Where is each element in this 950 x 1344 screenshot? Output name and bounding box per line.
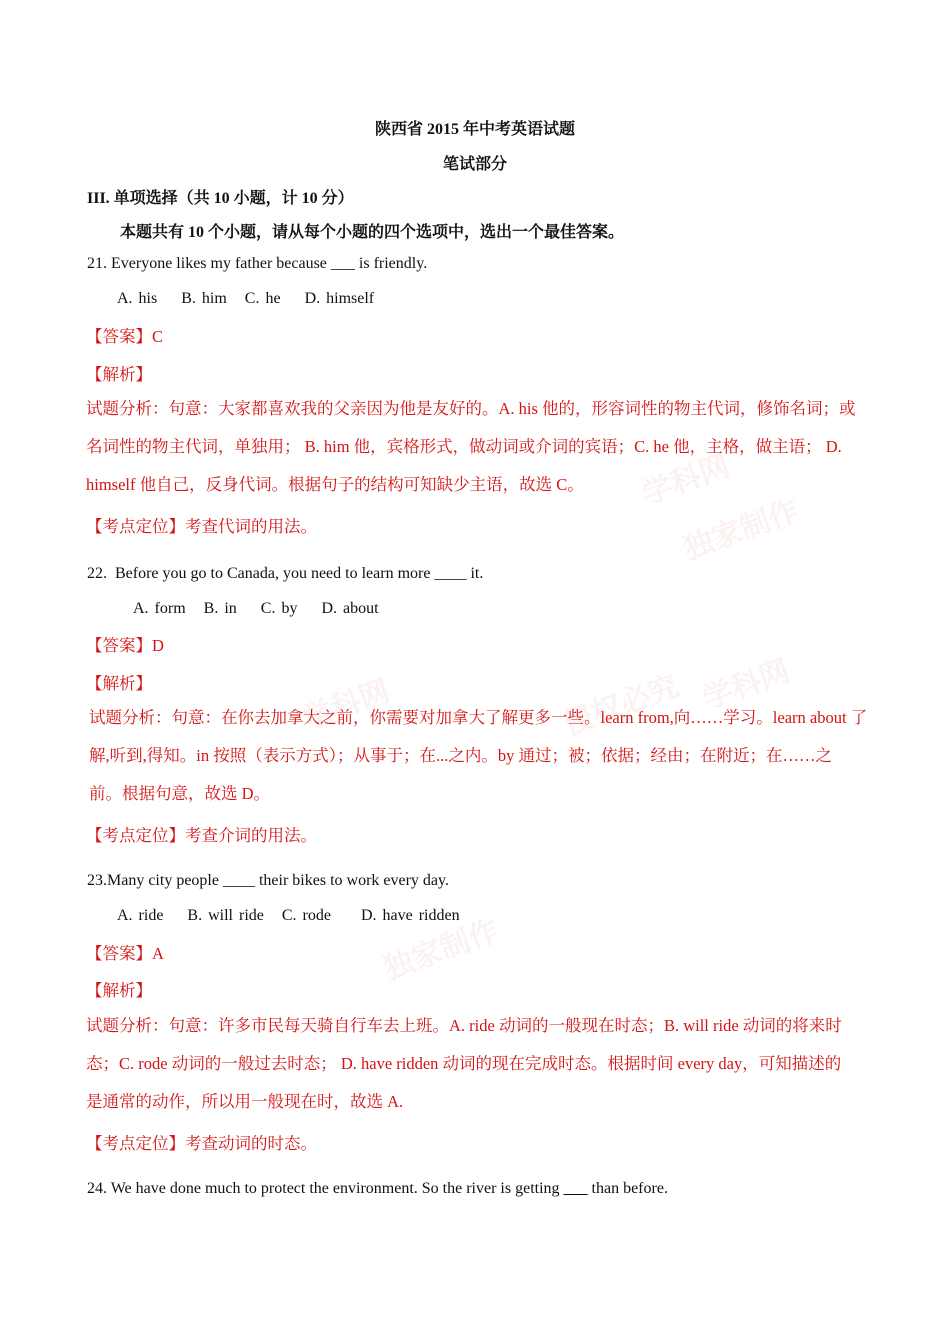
question-22-stem: 22. Before you go to Canada, you need to learn more ____ it. [87, 565, 484, 582]
question-24-stem [87, 1180, 668, 1198]
question-23-analysis [86, 1007, 864, 1121]
analysis-line: himself 他自己，反身代词。根据句子的结构可知缺少主语，故选 C。 [86, 475, 584, 494]
question-21-stem: 21. Everyone likes my father because ___ is friendly. [87, 255, 428, 272]
analysis-line: 解,听到,得知。in 按照（表示方式）；从事于；在...之内。by 通过；被；依据；经由；在附近；在……之 [89, 746, 832, 765]
answer-value: D [152, 636, 164, 655]
question-22-point [86, 822, 317, 846]
answer-value: A [152, 944, 164, 963]
watermark: 学科网 [297, 673, 395, 738]
point-label: 【考点定位】 [86, 826, 185, 845]
watermark: 学科网 [697, 653, 795, 718]
question-22-analysis-label: 【解析】 [86, 674, 152, 693]
page-title: 陕西省 2015 年中考英语试题 [374, 121, 575, 138]
analysis-line: 试题分析：句意：大家都喜欢我的父亲因为他是友好的。A. his 他的，形容词性的物主代词，修饰名词；或 [86, 399, 856, 418]
analysis-line: 是通常的动作，所以用一般现在时，故选 A. [86, 1092, 404, 1111]
watermark: 学科网 [637, 448, 735, 513]
analysis-line: 前。根据句意，故选 D。 [89, 784, 271, 803]
question-23-analysis-label: 【解析】 [86, 981, 152, 1000]
section-instruction: 本题共有 10 个小题，请从每个小题的四个选项中，选出一个最佳答案。 [120, 224, 625, 241]
question-23-point [86, 1130, 317, 1154]
question-22-analysis [89, 699, 867, 813]
point-label: 【考点定位】 [86, 1134, 185, 1153]
question-22-options: A. form B. in C. by D. about [133, 600, 379, 617]
watermark: 侵权必究 [558, 668, 684, 743]
answer-label: 【答案】 [86, 944, 152, 963]
stem-text: 24. We have done much to protect the environment. So the river is getting [87, 1180, 564, 1197]
point-label: 【考点定位】 [86, 517, 185, 536]
watermark: 独家制作 [378, 913, 504, 988]
analysis-line: 试题分析：句意：在你去加拿大之前，你需要对加拿大了解更多一些。learn from,向……学习。learn about 了 [89, 708, 868, 727]
analysis-line: 态；C. rode 动词的一般过去时态； D. have ridden 动词的现在完成时态。根据时间 every day，可知描述的 [86, 1054, 842, 1073]
section-heading: III. 单项选择（共 10 小题，计 10 分） [87, 190, 354, 207]
analysis-line: 名词性的物主代词，单独用； B. him 他，宾格形式，做动词或介词的宾语；C. he 他，主格，做主语； D. [86, 437, 842, 456]
question-21-options: A. his B. him C. he D. himself [117, 290, 375, 307]
question-23-stem: 23.Many city people ____ their bikes to work every day. [87, 872, 449, 889]
question-21-point [86, 513, 317, 537]
watermark: 独家制作 [678, 493, 804, 568]
point-value: 考查代词的用法。 [185, 517, 317, 536]
question-21-analysis-label: 【解析】 [86, 365, 152, 384]
question-22-answer [86, 632, 164, 656]
answer-label: 【答案】 [86, 327, 152, 346]
page-subtitle: 笔试部分 [442, 156, 507, 173]
stem-text: than before. [587, 1180, 668, 1197]
answer-blank: ___ [563, 1180, 588, 1197]
question-23-options: A. ride B. will ride C. rode D. have ridden [117, 907, 460, 924]
answer-value: C [152, 327, 164, 346]
point-value: 考查动词的时态。 [185, 1134, 317, 1153]
question-21-answer [86, 323, 163, 347]
question-23-answer [86, 940, 164, 964]
question-21-analysis [86, 390, 864, 504]
analysis-line: 试题分析：句意：许多市民每天骑自行车去上班。A. ride 动词的一般现在时态；B. will ride 动词的将来时 [86, 1016, 842, 1035]
point-value: 考查介词的用法。 [185, 826, 317, 845]
answer-label: 【答案】 [86, 636, 152, 655]
